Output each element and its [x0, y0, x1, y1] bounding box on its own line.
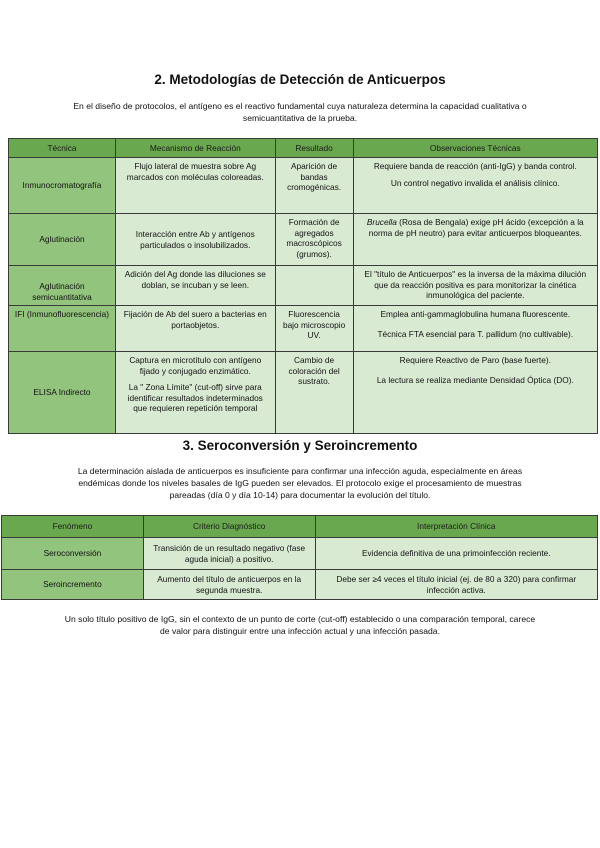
header-mecanismo: Mecanismo de Reacción: [115, 139, 275, 158]
mechanism-text: Interacción entre Ab y antígenos particulados o insolubilizados.: [135, 229, 255, 250]
row-result: Cambio de coloración del sustrato.: [275, 352, 353, 434]
mechanism-text: Captura en microtítulo con antígeno fijado y conjugado enzimático.: [129, 355, 262, 376]
row-criterion: Transición de un resultado negativo (fase aguda inicial) a positivo.: [143, 538, 315, 570]
section-3-intro: La determinación aislada de anticuerpos es insuficiente para confirmar una infección aguda, especialmente en áreas endémicas donde los niveles basales de IgG pueden ser elevados. El protocolo exige el procesamiento de muestras pareadas (día 0 y día 10-14) para documentar la evolución del título.: [77, 466, 523, 500]
row-technique: Inmunocromatografía: [9, 158, 116, 214]
row-mechanism: [115, 158, 275, 214]
row-criterion: Aumento del título de anticuerpos en la segunda muestra.: [143, 570, 315, 600]
section-2-title: 2. Metodologías de Detección de Anticuerpos: [154, 72, 446, 87]
section-3-footer: Un solo título positivo de IgG, sin el contexto de un punto de corte (cut-off) establecido o una comparación temporal, carece de valor para distinguir entre una infección actual y una infección pasada.: [64, 614, 536, 636]
section-2-intro: En el diseño de protocolos, el antígeno es el reactivo fundamental cuya naturaleza determina la capacidad cualitativa o semicuantitativa de la prueba.: [73, 101, 527, 123]
table-row: [9, 306, 598, 352]
mechanism-text: Flujo lateral de muestra sobre Ag marcados con moléculas coloreadas.: [126, 161, 264, 182]
row-phenomenon: Seroincremento: [2, 570, 144, 600]
table-row: [2, 538, 598, 570]
seroconversion-table: [1, 515, 598, 600]
mechanism-text: La " Zona Límite" (cut-off) sirve para identificar resultados indeterminados que requieren repetición temporal: [127, 382, 263, 413]
header-tecnica: Técnica: [9, 139, 116, 158]
mechanism-text: Adición del Ag donde las diluciones se doblan, se incuban y se leen.: [124, 269, 266, 290]
table-row: [9, 214, 598, 266]
seroconversion-table-header: [2, 516, 598, 538]
observation-text: El "título de Anticuerpos" es la inversa de la máxima dilución que da reacción positiva es para monitorizar la cinética inmunológica del paciente.: [364, 269, 587, 300]
row-interpretation: Evidencia definitiva de una primoinfección reciente.: [315, 538, 597, 570]
row-mechanism: [115, 306, 275, 352]
row-result: Fluorescencia bajo microscopio UV.: [275, 306, 353, 352]
header-resultado: Resultado: [275, 139, 353, 158]
row-observations: [353, 306, 597, 352]
row-mechanism: [115, 352, 275, 434]
table-row: [9, 266, 598, 306]
header-fenomeno: Fenómeno: [2, 516, 144, 538]
mechanism-text: Fijación de Ab del suero a bacterias en portaobjetos.: [123, 309, 267, 330]
observation-text: Un control negativo invalida el análisis clínico.: [390, 177, 560, 188]
table-row: [9, 352, 598, 434]
section-3-title: 3. Seroconversión y Seroincremento: [182, 438, 418, 453]
row-technique: Aglutinación semicuantitativa: [9, 266, 116, 306]
header-interpretacion: Interpretación Clínica: [315, 516, 597, 538]
observation-text: La lectura se realiza mediante Densidad Óptica (DO).: [376, 374, 574, 385]
methods-table-header: [9, 139, 598, 158]
observation-text: (Rosa de Bengala) exige pH ácido (excepción a la norma de pH neutro) para evitar anticuerpos bloqueantes.: [368, 217, 584, 238]
row-mechanism: [115, 266, 275, 306]
row-technique: Aglutinación: [9, 214, 116, 266]
row-technique: IFI (Inmunofluorescencia): [9, 306, 116, 352]
row-phenomenon: Seroconversión: [2, 538, 144, 570]
table-row: [2, 570, 598, 600]
row-result: [275, 266, 353, 306]
row-interpretation: Debe ser ≥4 veces el título inicial (ej. de 80 a 320) para confirmar infección activa.: [315, 570, 597, 600]
row-result: Aparición de bandas cromogénicas.: [275, 158, 353, 214]
observation-text: Emplea anti-gammaglobulina humana fluorescente.: [380, 309, 571, 319]
table-row: [9, 158, 598, 214]
header-observaciones: Observaciones Técnicas: [353, 139, 597, 158]
observation-text: Técnica FTA esencial para T. pallidum (no cultivable).: [377, 328, 574, 339]
header-criterio: Criterio Diagnóstico: [143, 516, 315, 538]
methods-table: [8, 138, 598, 434]
row-observations: [353, 352, 597, 434]
row-observations: [353, 158, 597, 214]
observation-text: Requiere Reactivo de Paro (base fuerte).: [399, 355, 551, 365]
row-result: Formación de agregados macroscópicos (grumos).: [275, 214, 353, 266]
observation-italic: Brucella: [366, 217, 397, 227]
row-observations: [353, 214, 597, 266]
row-technique: ELISA Indirecto: [9, 352, 116, 434]
observation-text: Requiere banda de reacción (anti-IgG) y banda control.: [373, 161, 577, 171]
row-observations: [353, 266, 597, 306]
row-mechanism: [115, 214, 275, 266]
